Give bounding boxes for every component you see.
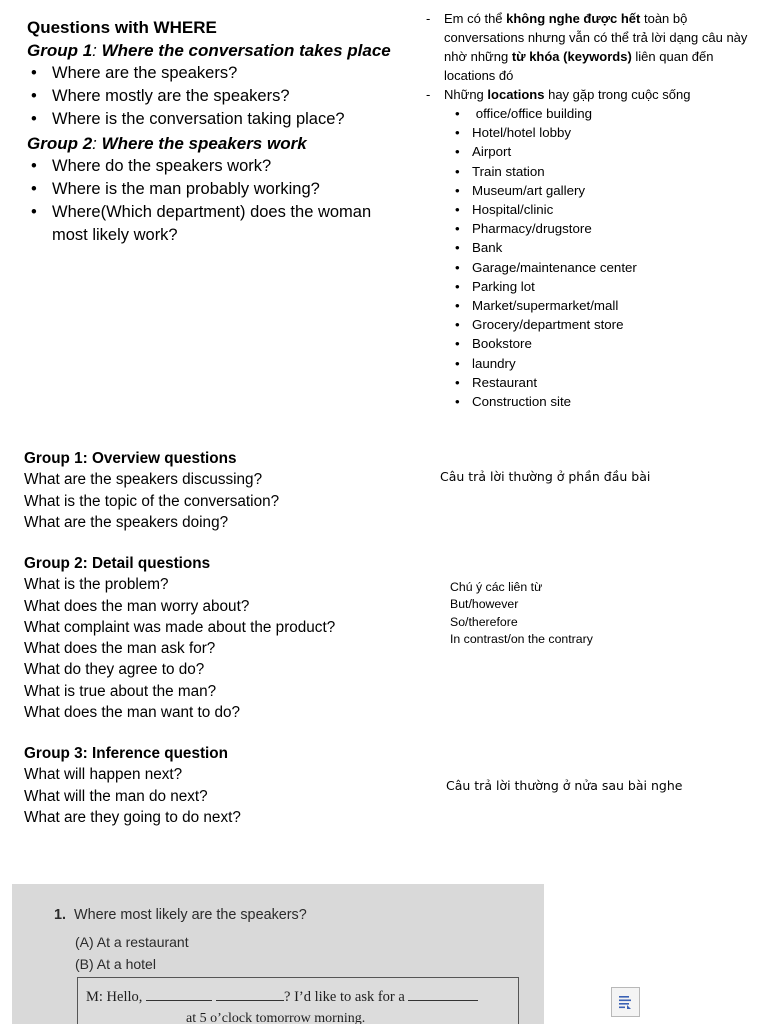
location-item: • Pharmacy/drugstore [453,219,762,238]
where-group2-text: Where the speakers work [96,133,307,153]
location-item: • Museum/art gallery [453,181,762,200]
conjunctions-note [450,579,593,648]
location-item: • Train station [453,162,762,181]
location-item: • Market/supermarket/mall [453,296,762,315]
location-item: • Construction site [453,392,762,411]
list-item: • Where mostly are the speakers? [27,85,407,108]
note-bold: không nghe được hết [506,11,641,26]
location-item: • Bank [453,238,762,257]
scanned-exercise [12,884,544,1024]
overview-title: Group 1: Overview questions [24,450,237,467]
answer-blank [408,988,478,1001]
location-item: • Bookstore [453,334,762,353]
document-lines-icon[interactable] [611,987,640,1017]
where-section [27,17,407,247]
transcript-box [77,977,519,1024]
transcript-text: ? I’d like to ask for a [284,989,405,1005]
where-group1-label: Group 1 [27,41,93,60]
note-text: Những [444,87,488,102]
note-text: hay gặp trong cuộc sống [544,87,691,102]
location-item: • Hospital/clinic [453,200,762,219]
note-keywords [426,9,762,85]
location-item: • Airport [453,142,762,161]
conjunctions-title: Chú ý các liên từ [450,580,543,594]
inference-title: Group 3: Inference question [24,745,228,762]
where-group2-list [27,155,402,248]
exercise-question-text: Where most likely are the speakers? [74,907,307,923]
exercise-question [54,907,307,923]
locations-list [453,104,762,411]
location-item: • Grocery/department store [453,315,762,334]
question-line: What is true about the man? [24,682,217,700]
where-group2-sep: : [92,133,97,153]
detail-section [24,553,335,723]
question-line: What is the problem? [24,576,169,594]
conjunction-item: In contrast/on the contrary [450,631,593,646]
question-line: What does the man ask for? [24,640,216,658]
question-line: What are they going to do next? [24,808,241,826]
where-group1-title [27,39,407,62]
location-item: • laundry [453,354,762,373]
detail-title: Group 2: Detail questions [24,555,211,572]
notes-section [426,9,762,411]
exercise-number: 1. [54,907,67,923]
question-line: What is the topic of the conversation? [24,492,280,510]
question-line: What are the speakers discussing? [24,471,263,489]
where-heading: Questions with WHERE [27,18,217,37]
overview-section [24,448,279,533]
location-item: • Garage/maintenance center [453,258,762,277]
answer-blank [216,988,284,1001]
question-line: What do they agree to do? [24,661,205,679]
transcript-speaker-line: M: Hello, [86,989,143,1005]
list-item: • Where do the speakers work? [27,155,402,178]
question-line: What will happen next? [24,766,183,784]
location-item: • Restaurant [453,373,762,392]
document-lines-icon-svg [612,988,639,1016]
note-bold: locations [487,87,545,102]
location-item: • office/office building [453,104,762,123]
where-group1-list [27,62,407,132]
list-item: • Where is the conversation taking place? [27,108,407,131]
inference-side-note: Câu trả lời thường ở nửa sau bài nghe [446,778,683,793]
where-group2-title [27,132,407,155]
location-item: • Hotel/hotel lobby [453,123,762,142]
exercise-option-a: (A) At a restaurant [75,934,189,950]
transcript-line-2: at 5 o’clock tomorrow morning. [186,1011,366,1024]
exercise-option-b: (B) At a hotel [75,956,156,972]
question-line: What does the man worry about? [24,597,250,615]
location-item: • Parking lot [453,277,762,296]
note-text: toàn bộ conversations nhưng vẫn có thể trả lời dạng câu này nhờ những [444,11,748,64]
overview-side-note: Câu trả lời thường ở phần đầu bài [440,469,651,484]
note-bold: từ khóa (keywords) [511,49,632,64]
inference-section [24,743,241,828]
note-dash: - [426,11,431,26]
list-item: • Where is the man probably working? [27,178,402,201]
where-group1-sep: : [92,41,97,60]
where-group1-text: Where the conversation takes place [96,41,391,60]
note-text: liên quan đến locations đó [444,49,714,83]
question-line: What will the man do next? [24,787,208,805]
question-line: What are the speakers doing? [24,513,229,531]
where-group2-label: Group 2 [27,133,93,153]
transcript-line-1 [86,988,478,1006]
list-item: • Where are the speakers? [27,62,407,85]
answer-blank [146,988,212,1001]
question-line: What does the man want to do? [24,704,240,722]
question-line: What complaint was made about the product? [24,618,336,636]
note-text: Em có thể [444,11,507,26]
conjunction-item: So/therefore [450,614,518,629]
note-dash: - [426,87,431,102]
list-item: • Where(Which department) does the woman most likely work? [27,201,402,247]
conjunction-item: But/however [450,597,519,612]
note-locations [426,85,762,104]
